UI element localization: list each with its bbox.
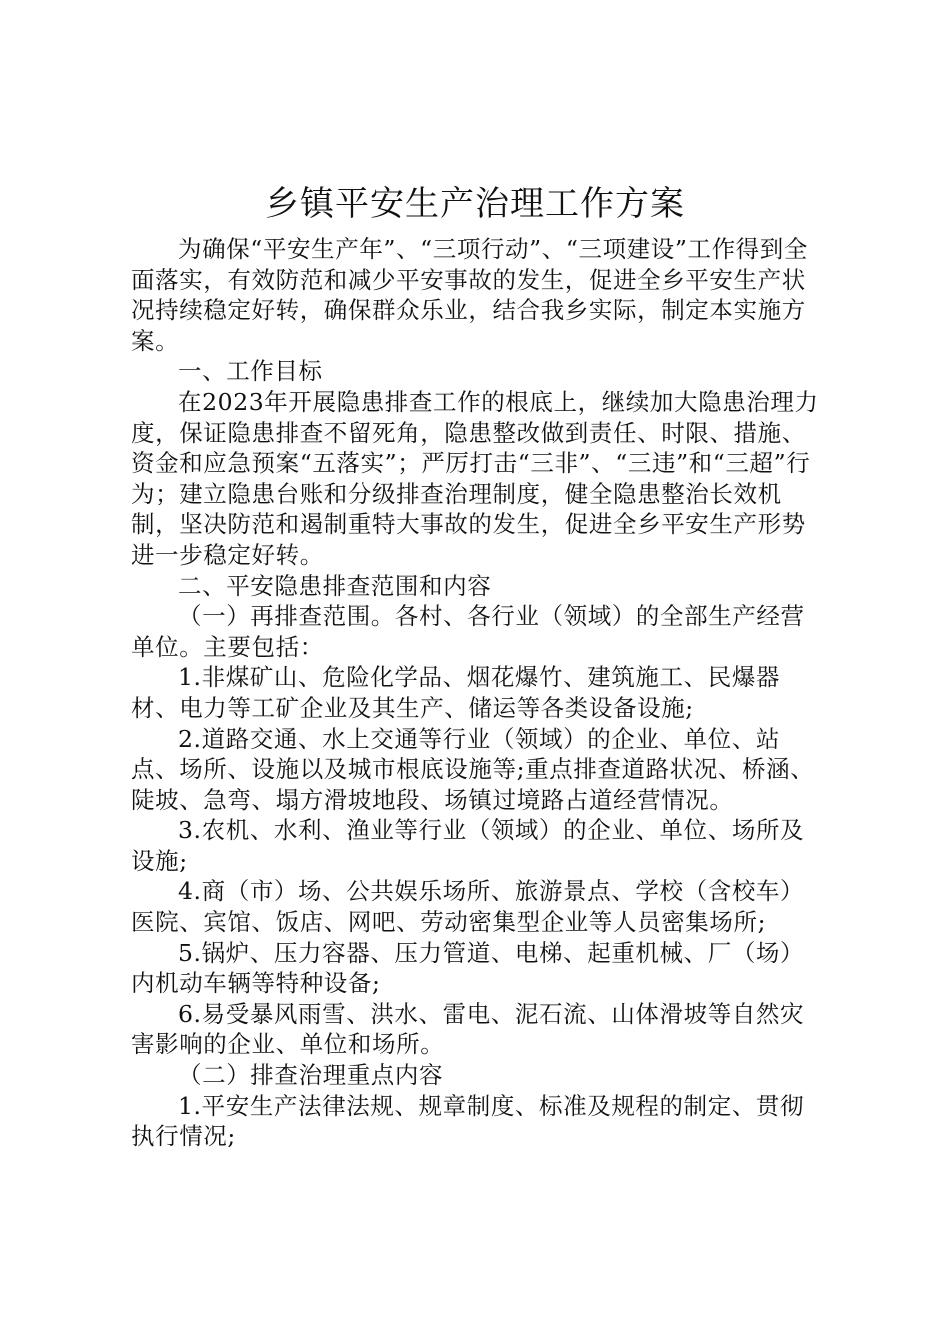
- scope-item-2: 2.道路交通、水上交通等行业（领域）的企业、单位、站点、场所、设施以及城市根底设施等;重点排查道路状况、桥涵、陡坡、急弯、塌方滑坡地段、场镇过境路占道经营情况。: [131, 724, 815, 814]
- section-heading-goals: 一、工作目标: [178, 357, 323, 386]
- document-title: 乡镇平安生产治理工作方案: [265, 184, 685, 224]
- scope-item-3: 3.农机、水利、渔业等行业（领域）的企业、单位、场所及设施;: [131, 816, 805, 875]
- goals-paragraph: 在2023年开展隐患排查工作的根底上，继续加大隐患治理力度，保证隐患排查不留死角，隐患整改做到责任、时限、措施、资金和应急预案“五落实”；严厉打击“三非”、“三违”和“三超”行为；建立隐患台账和分级排查治理制度，健全隐患整治长效机制，坚决防范和遏制重特大事故的发生，促进全乡平安生产形势进一步稳定好转。: [131, 387, 819, 569]
- scope-subheading-1: （一）再排查范围。各村、各行业（领域）的全部生产经营单位。主要包括：: [131, 602, 805, 661]
- key-content-item-1: 1.平安生产法律法规、规章制度、标准及规程的制定、贯彻执行情况;: [131, 1091, 805, 1151]
- document-body: [131, 234, 825, 1152]
- scope-item-1: 1.非煤矿山、危险化学品、烟花爆竹、建筑施工、民爆器材、电力等工矿企业及其生产、储运等各类设备设施;: [131, 663, 781, 722]
- scope-item-4: 4.商（市）场、公共娱乐场所、旅游景点、学校（含校车）医院、宾馆、饭店、网吧、劳动密集型企业等人员密集场所;: [131, 877, 805, 937]
- scope-item-5: 5.锅炉、压力容器、压力管道、电梯、起重机械、厂（场）内机动车辆等特种设备;: [131, 938, 805, 998]
- scope-item-6: 6.易受暴风雨雪、洪水、雷电、泥石流、山体滑坡等自然灾害影响的企业、单位和场所。: [131, 999, 805, 1059]
- intro-paragraph: 为确保“平安生产年”、“三项行动”、“三项建设”工作得到全面落实，有效防范和减少平安事故的发生，促进全乡平安生产状况持续稳定好转，确保群众乐业，结合我乡实际，制定本实施方案。: [131, 235, 808, 355]
- section-heading-scope: 二、平安隐患排查范围和内容: [178, 571, 492, 600]
- scope-subheading-2: （二）排查治理重点内容: [178, 1061, 444, 1090]
